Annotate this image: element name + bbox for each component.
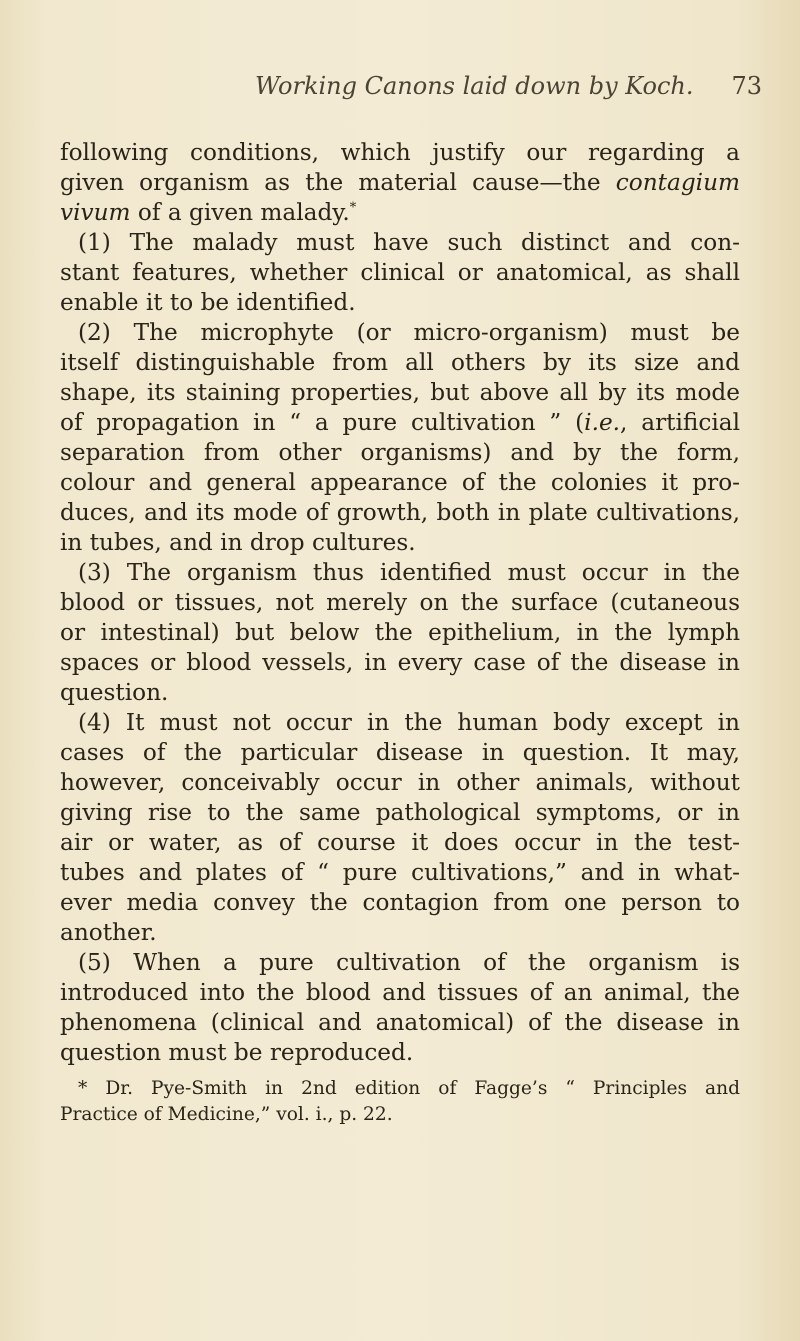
text-line (60, 168, 740, 198)
text-line: shape, its staining properties, but above all by its mode (60, 379, 740, 406)
footnote-line: Practice of Medicine,” vol. i., p. 22. (60, 1104, 393, 1125)
running-head (0, 72, 800, 112)
text-line: another. (60, 919, 157, 946)
text-line: (2) The microphyte (or micro-organism) must be (78, 319, 740, 346)
text-line: separation from other organisms) and by the form, (60, 439, 740, 466)
text-line (60, 198, 740, 228)
text-line: air or water, as of course it does occur in the test- (60, 829, 740, 856)
text-line: enable it to be identified. (60, 289, 356, 316)
text-line: question must be reproduced. (60, 1039, 414, 1066)
text-line: cases of the particular disease in question. It may, (60, 739, 740, 766)
text-line: (4) It must not occur in the human body except in (78, 709, 740, 736)
text-line: (1) The malady must have such distinct and con- (78, 229, 740, 256)
text-line: tubes and plates of “ pure cultivations,” and in what- (60, 859, 740, 886)
text-line: stant features, whether clinical or anatomical, as shall (60, 259, 740, 286)
italic-term: vivum (60, 199, 131, 226)
text-line: blood or tissues, not merely on the surface (cutaneous (60, 589, 740, 616)
text-segment: , artificial (620, 409, 740, 436)
italic-term: i.e. (584, 409, 621, 436)
text-line: introduced into the blood and tissues of an animal, the (60, 979, 740, 1006)
italic-term: contagium (615, 169, 740, 196)
text-line: spaces or blood vessels, in every case of the disease in (60, 649, 740, 676)
text-segment: of a given malady. (137, 199, 350, 226)
text-line: in tubes, and in drop cultures. (60, 529, 416, 556)
text-line: (5) When a pure cultivation of the organism is (78, 949, 740, 976)
text-line: ever media convey the contagion from one person to (60, 889, 740, 916)
text-segment: given organism as the material cause—the (60, 169, 616, 196)
text-line: giving rise to the same pathological symptoms, or in (60, 799, 740, 826)
text-segment: of propagation in “ a pure cultivation ” ( (60, 409, 585, 436)
text-line: however, conceivably occur in other animals, without (60, 769, 740, 796)
text-line (60, 408, 740, 438)
text-line: duces, and its mode of growth, both in plate cultivations, (60, 499, 740, 526)
text-line: question. (60, 679, 169, 706)
page-number: 73 (731, 72, 762, 100)
text-line: colour and general appearance of the colonies it pro- (60, 469, 740, 496)
running-title: Working Canons laid down by Koch. (255, 72, 694, 100)
text-line: following conditions, which justify our regarding a (60, 139, 740, 166)
text-line: itself distinguishable from all others by its size and (60, 349, 740, 376)
footnote-line: * Dr. Pye-Smith in 2nd edition of Fagge’s “ Principles and (78, 1078, 740, 1099)
text-line: or intestinal) but below the epithelium, in the lymph (60, 619, 740, 646)
text-line: phenomena (clinical and anatomical) of the disease in (60, 1009, 740, 1036)
text-line: (3) The organism thus identified must occur in the (78, 559, 740, 586)
footnote-marker: * (349, 200, 357, 216)
